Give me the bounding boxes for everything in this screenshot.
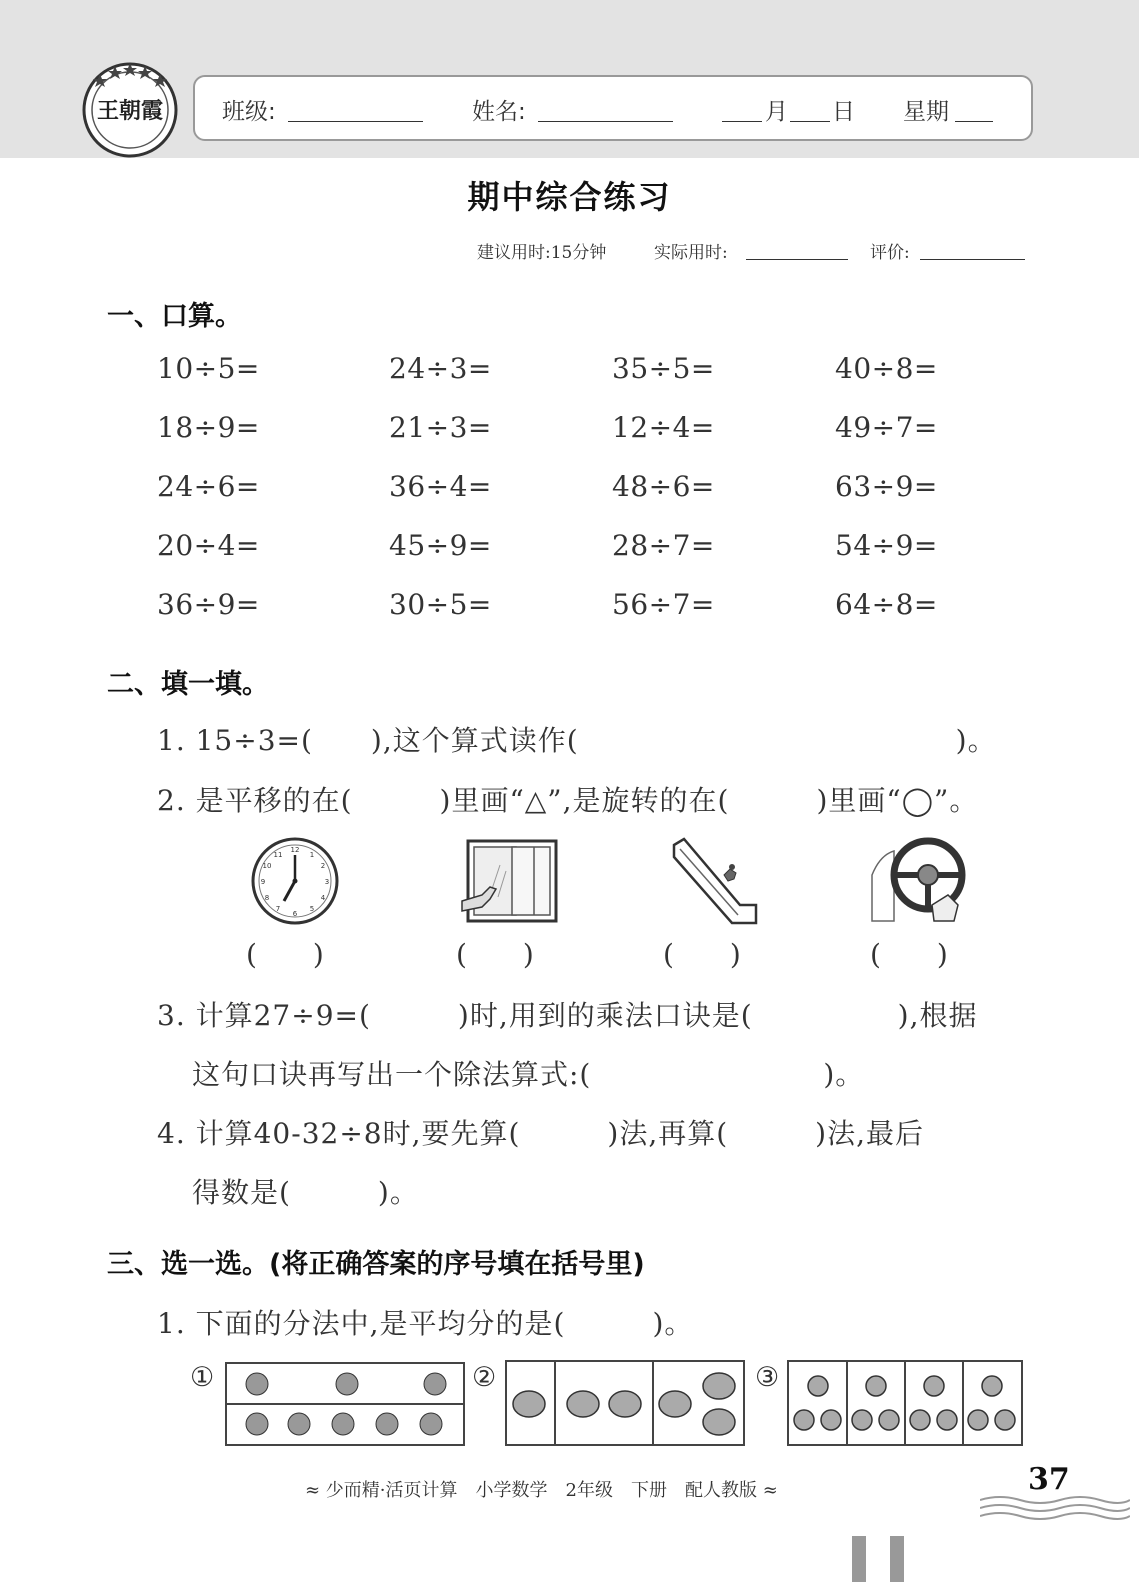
svg-text:12: 12: [290, 846, 300, 854]
sliding-window-icon: [460, 835, 560, 927]
answer-paren-window[interactable]: ( ): [456, 938, 534, 971]
day-label: 日: [832, 99, 855, 125]
option-2-box[interactable]: [505, 1360, 745, 1446]
equation: 56÷7=: [612, 588, 715, 621]
equation: 48÷6=: [612, 470, 715, 503]
class-field[interactable]: [288, 96, 423, 122]
svg-text:3: 3: [324, 878, 330, 886]
month-label: 月: [765, 99, 788, 125]
svg-text:7: 7: [275, 905, 281, 913]
equation: 10÷5=: [157, 352, 260, 385]
clock-icon: [250, 835, 340, 927]
question-2-4-line1: 4. 计算40-32÷8时,要先算( )法,再算( )法,最后: [157, 1117, 925, 1150]
equation: 49÷7=: [835, 411, 938, 444]
class-label: 班级:: [222, 99, 276, 125]
rating-field[interactable]: [920, 242, 1025, 260]
week-field[interactable]: [955, 96, 993, 122]
option-3-number: ③: [755, 1362, 780, 1393]
answer-paren-clock[interactable]: ( ): [246, 938, 324, 971]
svg-text:1: 1: [309, 851, 315, 859]
equation: 64÷8=: [835, 588, 938, 621]
rating-label: 评价:: [870, 243, 910, 263]
equation: 12÷4=: [612, 411, 715, 444]
week-label: 星期: [903, 99, 949, 125]
answer-paren-escalator[interactable]: ( ): [663, 938, 741, 971]
question-2-4-line2: 得数是( )。: [192, 1176, 419, 1209]
page-title: 期中综合练习: [467, 178, 672, 216]
binding-bar-right: [890, 1536, 904, 1582]
option-1-figure: [227, 1364, 463, 1444]
svg-text:4: 4: [320, 894, 326, 902]
equation: 18÷9=: [157, 411, 260, 444]
name-label: 姓名:: [472, 99, 526, 125]
binding-bar-left: [852, 1536, 866, 1582]
option-1-number: ①: [190, 1362, 215, 1393]
equation: 24÷6=: [157, 470, 260, 503]
option-2-number: ②: [472, 1362, 497, 1393]
month-field[interactable]: [722, 96, 762, 122]
steering-wheel-icon: [870, 835, 970, 927]
equation: 28÷7=: [612, 529, 715, 562]
actual-time-label: 实际用时:: [654, 243, 728, 263]
option-1-box[interactable]: [225, 1362, 465, 1446]
equation: 21÷3=: [389, 411, 492, 444]
option-3-box[interactable]: [787, 1360, 1023, 1446]
svg-text:11: 11: [273, 851, 283, 859]
answer-paren-steering[interactable]: ( ): [870, 938, 948, 971]
equation: 40÷8=: [835, 352, 938, 385]
svg-text:5: 5: [309, 905, 315, 913]
equation: 30÷5=: [389, 588, 492, 621]
svg-text:6: 6: [292, 910, 298, 918]
question-2-3-line2: 这句口诀再写出一个除法算式:( )。: [192, 1058, 865, 1091]
equation: 36÷4=: [389, 470, 492, 503]
actual-time-field[interactable]: [746, 242, 848, 260]
footer-text: ≈ 少而精·活页计算 小学数学 2年级 下册 配人教版 ≈: [305, 1480, 778, 1501]
question-2-3-line1: 3. 计算27÷9=( )时,用到的乘法口诀是( ),根据: [157, 999, 978, 1032]
equation: 20÷4=: [157, 529, 260, 562]
equation: 63÷9=: [835, 470, 938, 503]
equation: 36÷9=: [157, 588, 260, 621]
option-3-figure: [789, 1362, 1021, 1444]
day-field[interactable]: [790, 96, 830, 122]
section3-heading: 三、选一选。(将正确答案的序号填在括号里): [107, 1249, 645, 1280]
svg-text:10: 10: [262, 862, 272, 870]
page-number: 37: [1028, 1462, 1070, 1497]
escalator-icon: [670, 835, 760, 927]
question-2-2: 2. 是平移的在( )里画“△”,是旋转的在( )里画“◯”。: [157, 784, 979, 817]
section2-heading: 二、填一填。: [107, 669, 269, 700]
option-2-figure: [507, 1362, 743, 1444]
question-2-1: 1. 15÷3=( ),这个算式读作( )。: [157, 724, 997, 757]
section1-heading: 一、口算。: [107, 301, 242, 332]
equation: 35÷5=: [612, 352, 715, 385]
svg-text:9: 9: [260, 878, 266, 886]
publisher-logo: [80, 60, 180, 160]
svg-text:2: 2: [320, 862, 326, 870]
logo-text: 王朝霞: [96, 98, 164, 124]
suggested-time: 建议用时:15分钟: [477, 243, 607, 263]
svg-text:8: 8: [264, 894, 270, 902]
question-3-1: 1. 下面的分法中,是平均分的是( )。: [157, 1307, 694, 1340]
wave-decoration: [980, 1492, 1130, 1522]
equation: 45÷9=: [389, 529, 492, 562]
equation: 24÷3=: [389, 352, 492, 385]
equation: 54÷9=: [835, 529, 938, 562]
name-field[interactable]: [538, 96, 673, 122]
